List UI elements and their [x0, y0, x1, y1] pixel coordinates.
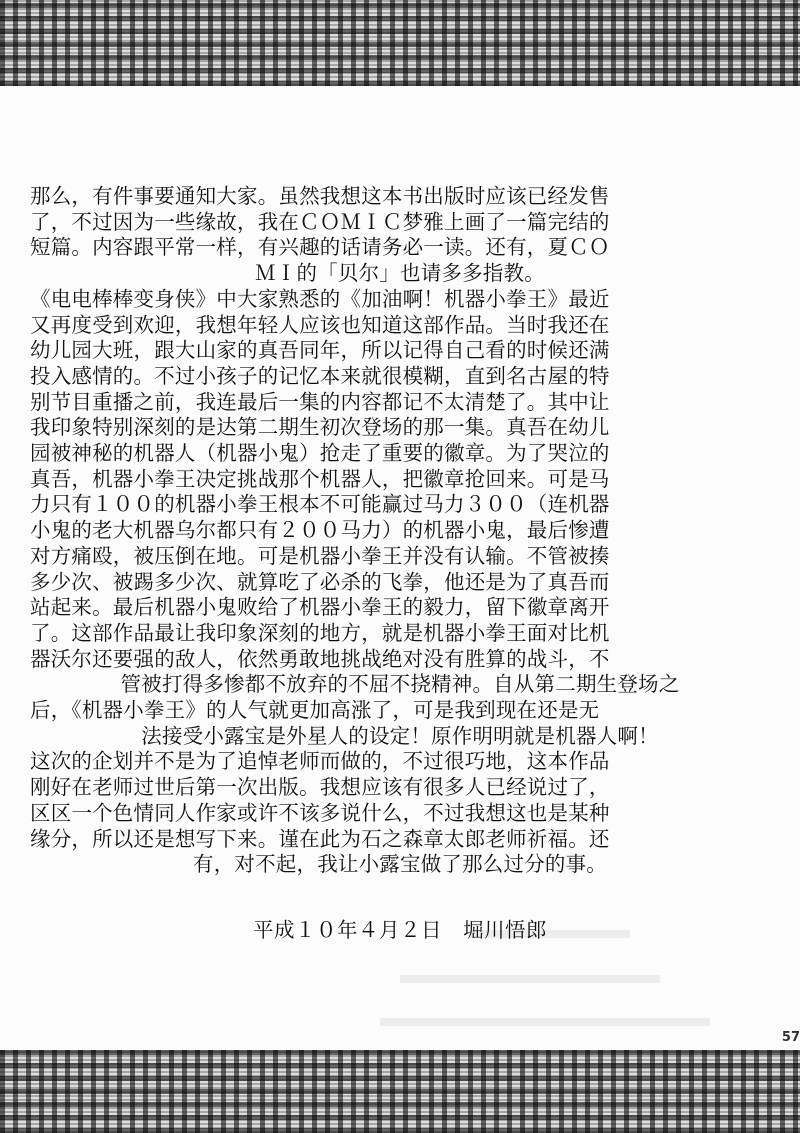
text-line: 了，不过因为一些缘故，我在ＣＯＭＩＣ梦雅上画了一篇完结的 — [30, 209, 610, 234]
text-line: 后，《机器小拳王》的人气就更加高涨了，可是我到现在还是无 — [30, 698, 600, 723]
signature-line: 平成１０年４月２日 堀川悟郎 — [253, 918, 547, 942]
checkered-border-top — [0, 0, 800, 86]
text-line: 刚好在老师过世后第一次出版。我想应该有很多人已经说过了， — [30, 775, 610, 800]
text-line: 短篇。内容跟平常一样，有兴趣的话请务必一读。还有，夏ＣＯ — [30, 235, 610, 260]
text-line: 力只有１００的机器小拳王根本不可能赢过马力３００（连机器 — [30, 492, 610, 517]
afterword-text — [30, 184, 770, 878]
text-line: 缘分，所以还是想写下来。谨在此为石之森章太郎老师祈福。还 — [30, 826, 610, 851]
text-line: 了。这部作品最让我印象深刻的地方，就是机器小拳王面对比机 — [30, 620, 610, 645]
text-line: 我印象特别深刻的是达第二期生初次登场的那一集。真吾在幼儿 — [30, 415, 610, 440]
text-line: 小鬼的老大机器乌尔都只有２００马力）的机器小鬼，最后惨遭 — [30, 518, 610, 543]
text-line: 又再度受到欢迎，我想年轻人应该也知道这部作品。当时我还在 — [30, 312, 610, 337]
page-number: 57 — [781, 1030, 800, 1045]
text-line: 别节目重播之前，我连最后一集的内容都记不太清楚了。其中让 — [30, 389, 610, 414]
text-line: 器沃尔还要强的敌人，依然勇敢地挑战绝对没有胜算的战斗，不 — [30, 646, 610, 671]
text-line: 多少次、被踢多少次、就算吃了必杀的飞拳，他还是为了真吾而 — [30, 569, 610, 594]
text-line: 站起来。最后机器小鬼败给了机器小拳王的毅力，留下徽章离开 — [30, 595, 610, 620]
bleed-through-mark — [400, 975, 660, 983]
text-line: 真吾，机器小拳王决定挑战那个机器人，把徽章抢回来。可是马 — [30, 466, 610, 491]
checkered-border-bottom — [0, 1050, 800, 1133]
bleed-through-mark — [470, 930, 630, 938]
text-line: 这次的企划并不是为了追悼老师而做的，不过很巧地，这本作品 — [30, 749, 610, 774]
text-line: 区区一个色情同人作家或许不该多说什么，不过我想这也是某种 — [30, 800, 610, 825]
text-line: 《电电棒棒变身侠》中大家熟悉的《加油啊！机器小拳王》最近 — [30, 286, 610, 311]
text-line: ＭＩ的「贝尔」也请多多指教。 — [255, 261, 545, 286]
text-line: 管被打得多惨都不放弃的不屈不挠精神。自从第二期生登场之 — [120, 672, 680, 697]
text-line: 法接受小露宝是外星人的设定！原作明明就是机器人啊！ — [141, 723, 659, 748]
text-line: 园被神秘的机器人（机器小鬼）抢走了重要的徽章。为了哭泣的 — [30, 441, 610, 466]
bleed-through-mark — [380, 1018, 710, 1026]
text-line: 投入感情的。不过小孩子的记忆本来就很模糊，直到名古屋的特 — [30, 363, 610, 388]
text-line: 对方痛殴，被压倒在地。可是机器小拳王并没有认输。不管被揍 — [30, 543, 610, 568]
text-line: 那么，有件事要通知大家。虽然我想这本书出版时应该已经发售 — [30, 184, 610, 208]
text-line: 有，对不起，我让小露宝做了那么过分的事。 — [193, 852, 607, 877]
text-line: 幼儿园大班，跟大山家的真吾同年，所以记得自己看的时候还满 — [30, 338, 610, 363]
